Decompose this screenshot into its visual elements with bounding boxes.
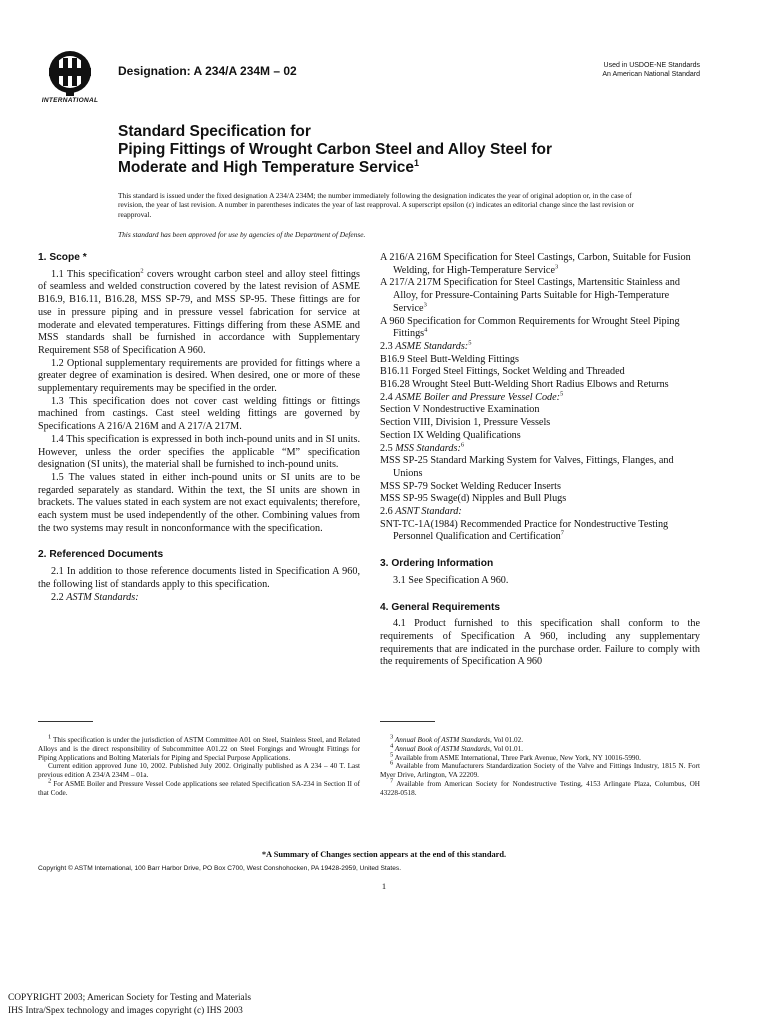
title-line1: Standard Specification for (118, 123, 311, 140)
ref-section-9: Section IX Welding Qualifications (380, 429, 521, 441)
dod-approval-note: This standard has been approved for use by agencies of the Department of Defense. (118, 230, 366, 239)
bpv-num: 2.4 (380, 391, 396, 403)
right-column (380, 252, 700, 669)
ref-snt-text: SNT-TC-1A(1984) Recommended Practice for Nondestructive Testing Personnel Qualification and Certification (380, 518, 669, 543)
para-1-5: 1.5 The values stated in either inch-pound units or SI units are to be regarded separately as standard. Within the text, the SI units are shown in brackets. The values stated in each system are not exact equivalents; therefore, each system must be used independently of the other. Combining values from the two systems may result in nonconformance with the specification. (38, 471, 360, 534)
footer-line1: COPYRIGHT 2003; American Society for Testing and Materials (8, 993, 251, 1003)
ref-sp79: MSS SP-79 Socket Welding Reducer Inserts (380, 480, 561, 492)
footnote-1-b: Current edition approved June 10, 2002. Published July 2002. Originally published as A 234 – 40 T. Last previous edition A 234/A 234M – 01a. (38, 762, 360, 780)
ref-a960-sup: 4 (424, 326, 428, 334)
ref-a217-sup: 3 (423, 301, 427, 309)
mss-sup: 6 (460, 441, 465, 449)
footnote-2-sup: 2 (48, 777, 52, 785)
footnote-2-text: For ASME Boiler and Pressure Vessel Code applications see related Specification SA-234 in Section II of that Code. (38, 779, 360, 797)
mss-standards-label (380, 443, 700, 456)
ref-sp95: MSS SP-95 Swage(d) Nipples and Bull Plugs (380, 493, 567, 505)
bpv-sup: 5 (560, 390, 564, 398)
left-column (38, 252, 360, 604)
used-in-note (602, 62, 700, 79)
ref-a960 (380, 316, 700, 341)
title-line3 (118, 159, 678, 177)
footnote-7 (380, 777, 700, 798)
astm-logo-icon (30, 50, 110, 98)
footnote-5-text: Available from ASME International, Three Park Avenue, New York, NY 10016-5990. (393, 753, 641, 762)
ref-a217-text: A 217/A 217M Specification for Steel Castings, Martensitic Stainless and Alloy, for Pressure-Containing Parts Suitable for High-Temperature Service (380, 277, 680, 314)
mss-label: MSS Standards: (395, 442, 461, 454)
asnt-label: ASNT Standard: (395, 506, 462, 518)
footnote-1-text: This specification is under the jurisdiction of ASTM Committee A01 on Steel, Stainless Steel, and Related Alloys and is the direct responsibility of Subcommittee A01.22 on Steel Forgings and Wrought Fittings for Piping Applications and Bolting Materials for Piping and Special Purpose Applications. (38, 736, 360, 762)
mss-num: 2.5 (380, 442, 396, 454)
para-1-2: 1.2 Optional supplementary requirements are provided for fittings where a greater degree of examination is desired. When desired, one or more of these supplementary requirements may be specified in the order. (38, 357, 360, 395)
footnote-4-vol: , Vol 01.01. (489, 744, 524, 753)
ref-a217 (380, 277, 700, 315)
asnt-standard-label (380, 506, 700, 519)
ref-snt-sup: 7 (560, 530, 565, 538)
designation: Designation: A 234/A 234M – 02 (118, 64, 297, 78)
para-2-2 (38, 592, 360, 605)
issued-note: This standard is issued under the fixed designation A 234/A 234M; the number immediately following the designation indicates the year of original adoption or, in the case of revision, the year of last revision. A number in parentheses indicates the year of last reapproval. A superscript epsilon (ε) indicates an editorial change since the last revision or reapproval. (118, 191, 634, 219)
footnote-5-sup: 5 (390, 751, 394, 759)
ref-b1628: B16.28 Wrought Steel Butt-Welding Short Radius Elbows and Returns (380, 379, 669, 391)
bpv-code-label (380, 392, 700, 405)
summary-of-changes-note: *A Summary of Changes section appears at the end of this standard. (261, 850, 507, 859)
ref-a216 (380, 252, 700, 277)
footnote-7-sup: 7 (390, 777, 394, 785)
ref-b1611: B16.11 Forged Steel Fittings, Socket Welding and Threaded (380, 366, 625, 378)
asme-label: ASME Standards: (395, 340, 469, 352)
footnote-3 (380, 733, 700, 745)
footnote-3-title: Annual Book of ASTM Standards (393, 736, 490, 744)
section-1-heading: 1. Scope * (38, 252, 87, 263)
para-1-3: 1.3 This specification does not cover cast welding fittings or fittings machined from castings. Cast steel welding fittings are governed by Specifications A 216/A 216M and A 217/A 217M. (38, 395, 360, 433)
copyright-line: Copyright © ASTM International, 100 Barr Harbor Drive, PO Box C700, West Conshohocken, PA 19428-2959, United States. (38, 865, 402, 872)
ref-snt (380, 519, 700, 544)
asme-num: 2.3 (380, 340, 396, 352)
section-4-heading: 4. General Requirements (380, 601, 501, 613)
footer-line2: IHS Intra/Spex technology and images copyright (c) IHS 2003 (8, 1005, 243, 1016)
ref-a216-sup: 3 (554, 263, 559, 271)
asme-sup: 5 (468, 339, 472, 347)
footnote-rule-left (38, 721, 93, 722)
used-in-line2: An American National Standard (602, 70, 700, 78)
ref-section-5: Section V Nondestructive Examination (380, 404, 540, 416)
footnote-2 (38, 777, 360, 798)
para-2-1: 2.1 In addition to those reference documents listed in Specification A 960, the following list of standards apply to this specification. (38, 566, 360, 590)
astm-logo (30, 50, 110, 110)
title-footnote-mark: 1 (414, 157, 420, 168)
para-4-1: 4.1 Product furnished to this specification shall conform to the requirements of Specification A 960, including any supplementary requirements that are indicated in the purchase order. Failure to comply with the requirements of Specification A 960 (380, 618, 700, 668)
title-line2: Piping Fittings of Wrought Carbon Steel and Alloy Steel for (118, 141, 552, 158)
footnote-3-sup: 3 (390, 733, 394, 741)
footnote-7-text: Available from American Society for Nondestructive Testing, 4153 Arlingate Plaza, Columbus, OH 43228-0518. (380, 779, 700, 797)
footnote-6-text: Available from Manufacturers Standardization Society of the Valve and Fittings Industry, 1815 N. Fort Myer Drive, Arlington, VA 22209. (380, 762, 700, 780)
footnote-1-sup: 1 (48, 733, 52, 741)
footnote-4-sup: 4 (390, 742, 394, 750)
asnt-num: 2.6 (380, 506, 396, 518)
footnote-1 (38, 733, 360, 762)
para-1-4: 1.4 This specification is expressed in both inch-pound units and in SI units. However, unless the order specifies the applicable “M” specification designation (SI units), the material shall be furnished to inch-pound units. (38, 433, 360, 471)
ref-b169: B16.9 Steel Butt-Welding Fittings (380, 353, 519, 365)
ref-a960-text: A 960 Specification for Common Requirements for Wrought Steel Piping Fittings (380, 315, 680, 340)
footnote-6 (380, 762, 700, 780)
footnote-6-sup: 6 (390, 760, 394, 767)
page-footer (8, 992, 251, 1017)
section-3-heading: 3. Ordering Information (380, 558, 494, 570)
para-2-2-label: ASTM Standards: (66, 591, 139, 603)
ref-a216-text: A 216/A 216M Specification for Steel Castings, Carbon, Suitable for Fusion Welding, for High-Temperature Service (380, 252, 691, 276)
footnotes-right (380, 733, 700, 798)
ref-sp25: MSS SP-25 Standard Marking System for Valves, Fittings, Flanges, and Unions (380, 455, 674, 479)
para-1-1 (38, 269, 360, 358)
footnote-4-title: Annual Book of ASTM Standards (393, 744, 490, 753)
para-1-1-sup: 2 (140, 267, 144, 275)
footnote-4 (380, 742, 700, 754)
footnotes-left (38, 733, 360, 798)
page-number: 1 (381, 881, 387, 891)
footnote-rule-right (380, 721, 435, 722)
document-title (118, 123, 678, 177)
title-line3-text: Moderate and High Temperature Service (118, 159, 415, 176)
para-1-1-a: 1.1 This specification (51, 268, 141, 280)
ref-section-8: Section VIII, Division 1, Pressure Vessels (380, 417, 551, 429)
asme-standards-label (380, 341, 700, 354)
footnote-3-vol: , Vol 01.02. (489, 736, 524, 744)
para-2-2-num: 2.2 (51, 591, 67, 603)
para-1-1-b: covers wrought carbon steel and alloy steel fittings of seamless and welded construction covered by the latest revision of ASME B16.9, B16.11, B16.28, MSS SP-79, and MSS SP-95. These fittings are for use in pressure piping and in pressure vessel fabrication for service at moderate and elevated temperatures. Fittings differing from these ASME and MSS standards shall be furnished in accordance with Supplementary Requirement S58 of Specification A 960. (38, 268, 360, 356)
used-in-line1: Used in USDOE-NE Standards (603, 62, 700, 69)
section-2-heading: 2. Referenced Documents (38, 549, 164, 561)
bpv-label: ASME Boiler and Pressure Vessel Code: (395, 391, 561, 403)
logo-international-text: INTERNATIONAL (41, 97, 99, 104)
para-3-1: 3.1 See Specification A 960. (393, 574, 509, 586)
